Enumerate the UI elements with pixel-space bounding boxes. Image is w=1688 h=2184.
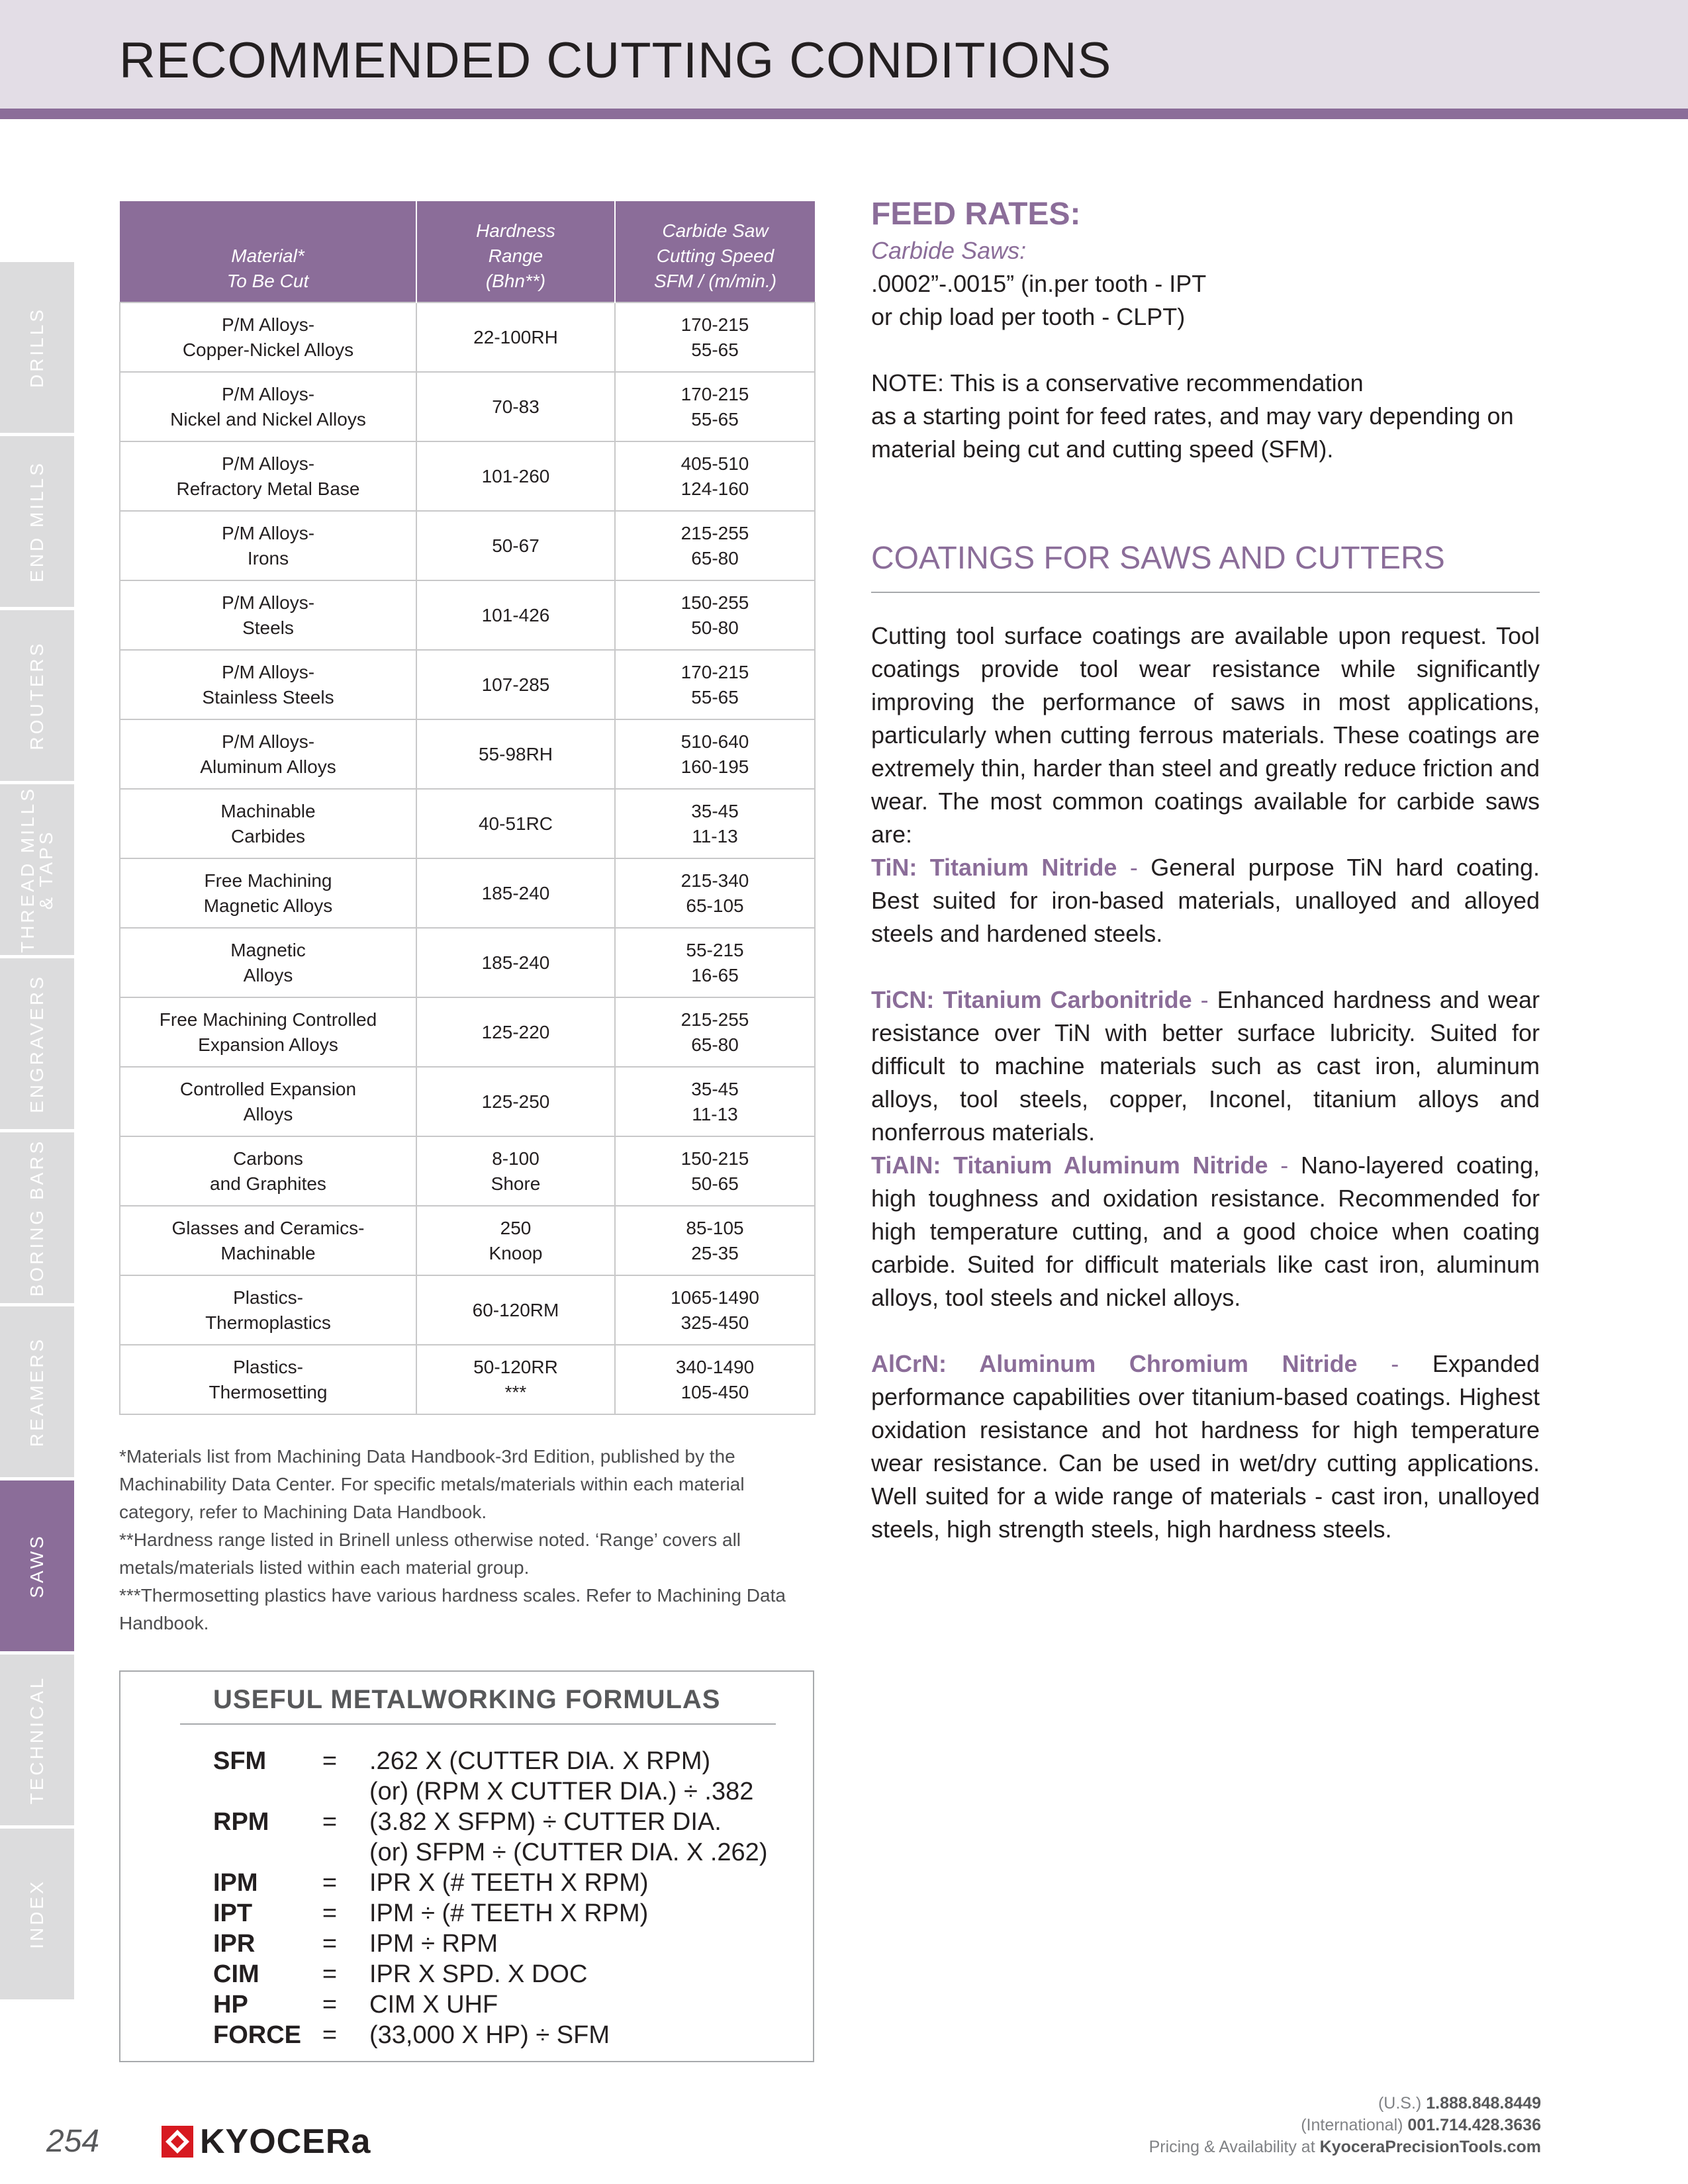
- table-cell-speed: 35-45 11-13: [615, 789, 815, 858]
- table-cell-speed: 35-45 11-13: [615, 1067, 815, 1136]
- formula-name: IPT: [213, 1899, 253, 1927]
- table-cell-material: Magnetic Alloys: [120, 928, 416, 997]
- formula-expr: (or) (RPM X CUTTER DIA.) ÷ .382: [369, 1778, 754, 1805]
- coating-separator: -: [1192, 986, 1217, 1013]
- table-cell-hardness: 40-51RC: [416, 789, 615, 858]
- formula-name: IPM: [213, 1869, 258, 1897]
- table-cell-material: Plastics- Thermoplastics: [120, 1275, 416, 1345]
- table-cell-material: Carbons and Graphites: [120, 1136, 416, 1206]
- formula-eq: =: [322, 1930, 338, 1958]
- coating-name: AlCrN: Aluminum Chromium Nitride: [871, 1350, 1358, 1377]
- coatings-intro: Cutting tool surface coatings are available upon request. Tool coatings provide tool wear resistance while significantly improving the performance of saws in most applications, particularly when cutting ferrous materials. These coatings are extremely thin, harder than steel and greatly reduce friction and wear. The most common coatings available for carbide saws are:: [871, 622, 1540, 848]
- formula-expr: (3.82 X SFPM) ÷ CUTTER DIA.: [369, 1808, 722, 1836]
- side-tab-saws[interactable]: [0, 1480, 74, 1655]
- side-tab-engravers[interactable]: [0, 958, 74, 1132]
- us-phone: 1.888.848.8449: [1426, 2094, 1541, 2113]
- table-cell-hardness: 250 Knoop: [416, 1206, 615, 1275]
- formula-expr: (or) SFPM ÷ (CUTTER DIA. X .262): [369, 1839, 768, 1866]
- table-cell-material: P/M Alloys- Aluminum Alloys: [120, 719, 416, 789]
- side-tab-label: INDEX: [26, 1879, 47, 1949]
- side-tab-label: END MILLS: [26, 461, 47, 582]
- table-header-cell: Hardness Range (Bhn**): [416, 201, 615, 302]
- table-cell-speed: 340-1490 105-450: [615, 1345, 815, 1414]
- formula-name: SFM: [213, 1747, 267, 1775]
- us-label: (U.S.): [1378, 2094, 1422, 2113]
- contact-us: [1149, 2093, 1541, 2115]
- table-cell-hardness: 125-250: [416, 1067, 615, 1136]
- table-row: [120, 1136, 815, 1206]
- note-line: as a starting point for feed rates, and may vary depending on: [871, 402, 1514, 430]
- table-row: [120, 441, 815, 511]
- side-tab-label: TECHNICAL: [26, 1675, 47, 1805]
- table-cell-speed: 215-340 65-105: [615, 858, 815, 928]
- side-tab-label: SAWS: [26, 1533, 47, 1598]
- table-row: [120, 1067, 815, 1136]
- formula-expr: (33,000 X HP) ÷ SFM: [369, 2021, 610, 2049]
- formula-expr: CIM X UHF: [369, 1991, 498, 2019]
- feed-rates-line: or chip load per tooth - CLPT): [871, 303, 1186, 330]
- table-row: [120, 1275, 815, 1345]
- table-cell-material: P/M Alloys- Nickel and Nickel Alloys: [120, 372, 416, 441]
- feed-rates-subheading: Carbide Saws:: [871, 237, 1027, 264]
- side-tab-reamers[interactable]: [0, 1306, 74, 1480]
- formula-eq: =: [322, 1991, 338, 2019]
- side-tab-routers[interactable]: [0, 610, 74, 784]
- table-cell-hardness: 107-285: [416, 650, 615, 719]
- table-cell-speed: 150-215 50-65: [615, 1136, 815, 1206]
- coatings-heading: COATINGS FOR SAWS AND CUTTERS: [871, 541, 1445, 576]
- website-link[interactable]: KyoceraPrecisionTools.com: [1319, 2138, 1541, 2156]
- side-tab-label: ROUTERS: [26, 641, 47, 751]
- formula-expr: .262 X (CUTTER DIA. X RPM): [369, 1747, 711, 1775]
- table-row: [120, 511, 815, 580]
- table-cell-speed: 55-215 16-65: [615, 928, 815, 997]
- contact-international: [1149, 2115, 1541, 2136]
- coating-name: TiCN: Titanium Carbonitride: [871, 986, 1192, 1013]
- table-row: [120, 858, 815, 928]
- table-cell-hardness: 8-100 Shore: [416, 1136, 615, 1206]
- coating-description: General purpose TiN hard coating. Best suited for iron-based materials, unalloyed and alloyed steels and hardened steels.: [871, 854, 1540, 947]
- table-cell-speed: 215-255 65-80: [615, 997, 815, 1067]
- formula-name: FORCE: [213, 2021, 301, 2049]
- table-header-cell: Material* To Be Cut: [120, 201, 416, 302]
- table-row: [120, 302, 815, 372]
- coating-separator: -: [1357, 1350, 1432, 1377]
- table-cell-material: P/M Alloys- Stainless Steels: [120, 650, 416, 719]
- formula-expr: IPM ÷ (# TEETH X RPM): [369, 1899, 649, 1927]
- table-cell-speed: 170-215 55-65: [615, 302, 815, 372]
- formula-name: IPR: [213, 1930, 256, 1958]
- formulas-title: USEFUL METALWORKING FORMULAS: [213, 1685, 721, 1714]
- table-cell-hardness: 185-240: [416, 928, 615, 997]
- table-cell-speed: 85-105 25-35: [615, 1206, 815, 1275]
- table-cell-speed: 170-215 55-65: [615, 372, 815, 441]
- side-tab-label: THREAD MILLS & TAPS: [17, 786, 56, 953]
- table-cell-material: P/M Alloys- Steels: [120, 580, 416, 650]
- table-cell-material: Free Machining Magnetic Alloys: [120, 858, 416, 928]
- table-cell-material: Free Machining Controlled Expansion Alloys: [120, 997, 416, 1067]
- formula-eq: =: [322, 1899, 338, 1927]
- table-cell-material: P/M Alloys- Irons: [120, 511, 416, 580]
- table-cell-hardness: 101-426: [416, 580, 615, 650]
- side-tab-drills[interactable]: [0, 262, 74, 436]
- table-row: [120, 580, 815, 650]
- table-row: [120, 719, 815, 789]
- table-cell-speed: 215-255 65-80: [615, 511, 815, 580]
- table-row: [120, 997, 815, 1067]
- formula-name: HP: [213, 1991, 248, 2019]
- table-row: [120, 372, 815, 441]
- table-cell-hardness: 50-67: [416, 511, 615, 580]
- coating-separator: -: [1268, 1152, 1301, 1179]
- coating-tialn: [871, 1149, 1540, 1314]
- coating-tin: [871, 851, 1540, 950]
- table-cell-speed: 150-255 50-80: [615, 580, 815, 650]
- table-cell-hardness: 101-260: [416, 441, 615, 511]
- side-tab-label: DRILLS: [26, 306, 47, 388]
- coating-alcrn: [871, 1347, 1540, 1546]
- feed-rates-values: [871, 267, 1206, 334]
- formula-expr: IPM ÷ RPM: [369, 1930, 498, 1958]
- coating-description: Enhanced hardness and wear resistance over TiN with better surface lubricity. Suited for difficult to machine materials such as cast iron, aluminum alloys, tool steels, copper, Inconel, titanium alloys and nonferrous materials.: [871, 986, 1540, 1146]
- side-tab-index[interactable]: [0, 1829, 74, 2003]
- side-tab-end-mills[interactable]: [0, 436, 74, 610]
- table-cell-speed: 405-510 124-160: [615, 441, 815, 511]
- table-cell-hardness: 70-83: [416, 372, 615, 441]
- table-cell-material: P/M Alloys- Copper-Nickel Alloys: [120, 302, 416, 372]
- kyocera-wordmark: KYOCERa: [200, 2122, 371, 2161]
- cutting-conditions-table: [119, 201, 814, 1415]
- table-cell-hardness: 185-240: [416, 858, 615, 928]
- formula-eq: =: [322, 1747, 338, 1775]
- formula-expr: IPR X SPD. X DOC: [369, 1960, 588, 1988]
- coating-description: Expanded performance capabilities over titanium-based coatings. Highest oxidation resistance and hot hardness for high temperature wear resistance. Can be used in wet/dry cutting applications. Well suited for a wide range of materials - cast iron, unalloyed steels, high strength steels, high hardness steels.: [871, 1350, 1540, 1543]
- table-cell-material: Glasses and Ceramics- Machinable: [120, 1206, 416, 1275]
- note-line: NOTE: This is a conservative recommendation: [871, 369, 1364, 396]
- side-tab-label: ENGRAVERS: [26, 974, 47, 1113]
- table-header-cell: Carbide Saw Cutting Speed SFM / (m/min.): [615, 201, 815, 302]
- side-tab-technical[interactable]: [0, 1655, 74, 1829]
- formula-name: CIM: [213, 1960, 259, 1988]
- footnote-thermosetting: ***Thermosetting plastics have various hardness scales. Refer to Machining Data Handbook.: [119, 1585, 786, 1633]
- formula-eq: =: [322, 2021, 338, 2049]
- coating-name: TiAlN: Titanium Aluminum Nitride: [871, 1152, 1268, 1179]
- coating-separator: -: [1117, 854, 1151, 881]
- page-number: 254: [46, 2124, 100, 2159]
- formula-expr: IPR X (# TEETH X RPM): [369, 1869, 649, 1897]
- table-row: [120, 1345, 815, 1414]
- table-cell-material: Machinable Carbides: [120, 789, 416, 858]
- intl-label: (International): [1301, 2116, 1403, 2134]
- table-cell-hardness: 22-100RH: [416, 302, 615, 372]
- table-row: [120, 789, 815, 858]
- kyocera-logo-icon: [162, 2126, 193, 2158]
- table-footnotes: [119, 1443, 821, 1637]
- formulas-divider: [180, 1723, 776, 1725]
- feed-rates-line: .0002”-.0015” (in.per tooth - IPT: [871, 270, 1207, 297]
- table-cell-hardness: 50-120RR ***: [416, 1345, 615, 1414]
- feed-rates-heading: FEED RATES:: [871, 197, 1081, 232]
- intl-phone: 001.714.428.3636: [1407, 2116, 1541, 2134]
- formula-eq: =: [322, 1869, 338, 1897]
- coating-description: Nano-layered coating, high toughness and oxidation resistance. Recommended for high temperature cutting, and a good choice when coating carbide. Suited for difficult materials like cast iron, aluminum alloys, tool steels and nickel alloys.: [871, 1152, 1540, 1311]
- formula-eq: =: [322, 1808, 338, 1836]
- pricing-label: Pricing & Availability at: [1149, 2138, 1315, 2156]
- table-cell-speed: 1065-1490 325-450: [615, 1275, 815, 1345]
- header-accent-bar: [0, 109, 1688, 119]
- table-cell-hardness: 125-220: [416, 997, 615, 1067]
- side-tab-thread-mills[interactable]: [0, 784, 74, 958]
- page-title: RECOMMENDED CUTTING CONDITIONS: [119, 32, 1112, 89]
- contact-info: [1149, 2093, 1541, 2158]
- table-row: [120, 928, 815, 997]
- table-cell-hardness: 60-120RM: [416, 1275, 615, 1345]
- formula-name: RPM: [213, 1808, 269, 1836]
- table-cell-speed: 510-640 160-195: [615, 719, 815, 789]
- contact-pricing: [1149, 2136, 1541, 2158]
- table-row: [120, 1206, 815, 1275]
- footnote-hardness: **Hardness range listed in Brinell unless otherwise noted. ‘Range’ covers all metals/materials listed within each material group.: [119, 1529, 741, 1578]
- side-tab-label: REAMERS: [26, 1336, 47, 1447]
- table-cell-hardness: 55-98RH: [416, 719, 615, 789]
- coating-name: TiN: Titanium Nitride: [871, 854, 1117, 881]
- table-cell-speed: 170-215 55-65: [615, 650, 815, 719]
- coatings-divider: [871, 592, 1540, 593]
- formulas-box: [119, 1670, 814, 2062]
- side-tab-boring-bars[interactable]: [0, 1132, 74, 1306]
- formula-eq: =: [322, 1960, 338, 1988]
- table-cell-material: Plastics- Thermosetting: [120, 1345, 416, 1414]
- note-line: material being cut and cutting speed (SFM).: [871, 435, 1334, 463]
- table-cell-material: P/M Alloys- Refractory Metal Base: [120, 441, 416, 511]
- coating-ticn: [871, 983, 1540, 1149]
- table-cell-material: Controlled Expansion Alloys: [120, 1067, 416, 1136]
- feed-rates-note: [871, 367, 1514, 466]
- footnote-materials: *Materials list from Machining Data Handbook-3rd Edition, published by the Machinability Data Center. For specific metals/materials within each material category, refer to Machining Data Handbook.: [119, 1446, 745, 1522]
- side-tab-label: BORING BARS: [26, 1138, 47, 1297]
- table-row: [120, 650, 815, 719]
